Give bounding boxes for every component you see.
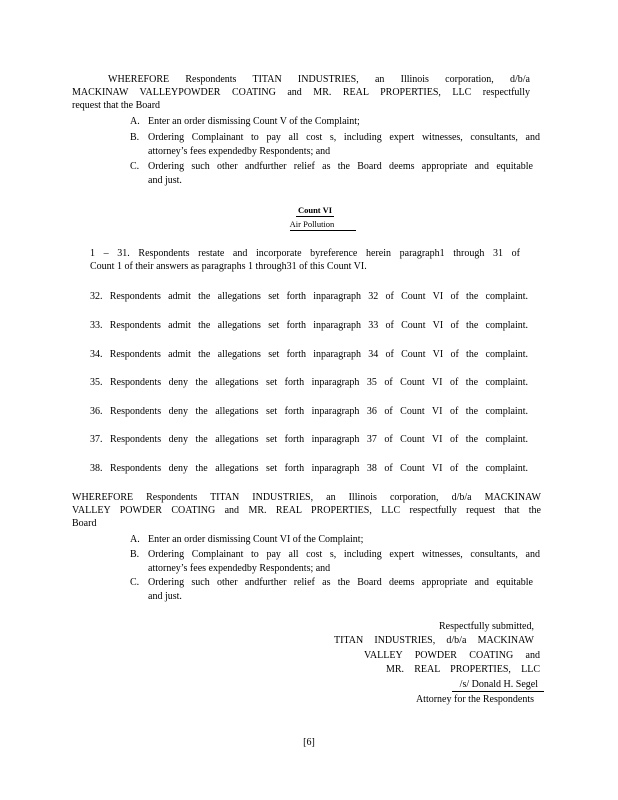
paragraph-38: 38. Respondents deny the allegations set forth inparagraph 38 of Count VI of the complaint. (90, 463, 528, 474)
relief-2-text-b-line-2: attorney’s fees expendedby Respondents; and (148, 563, 331, 574)
count-subtitle-underline (290, 230, 356, 231)
relief-2-item-c (130, 576, 533, 604)
relief-1-text-c-line-2: and just. (148, 175, 182, 186)
relief-2-text-c-line-2: and just. (148, 591, 182, 602)
wherefore-1-line-2: MACKINAW VALLEYPOWDER COATING and MR. REAL PROPERTIES, LLC respectfully (72, 87, 530, 98)
relief-1-marker-c: C. (130, 161, 140, 172)
relief-2-marker-b: B. (130, 549, 140, 560)
relief-2-item-a (130, 533, 540, 546)
count-subtitle: Air Pollution (289, 219, 335, 229)
relief-2-text-c-line-1: Ordering such other andfurther relief as the Board deems appropriate and equitable (148, 577, 533, 588)
wherefore-2-line-1: WHEREFORE Respondents TITAN INDUSTRIES, an Illinois corporation, d/b/a MACKINAW (72, 492, 541, 503)
relief-1-item-c (130, 160, 533, 188)
wherefore-2-line-3: Board (72, 518, 97, 529)
paragraph-35: 35. Respondents deny the allegations set forth inparagraph 35 of Count VI of the complaint. (90, 377, 528, 388)
signature-line-4: MR. REAL PROPERTIES, LLC (386, 664, 540, 675)
paragraph-34: 34. Respondents admit the allegations set forth inparagraph 34 of Count VI of the complaint. (90, 349, 528, 360)
relief-2-marker-a: A. (130, 534, 140, 545)
page-number: [6] (303, 737, 315, 748)
count-title: Count VI (297, 205, 333, 215)
relief-1-item-a (130, 115, 540, 128)
relief-2-text-a: Enter an order dismissing Count VI of the Complaint; (148, 534, 364, 545)
wherefore-1-line-1: WHEREFORE Respondents TITAN INDUSTRIES, an Illinois corporation, d/b/a (108, 74, 530, 85)
wherefore-2-line-2: VALLEY POWDER COATING and MR. REAL PROPERTIES, LLC respectfully request that the (72, 505, 541, 516)
wherefore-paragraph-2 (72, 491, 541, 530)
relief-1-text-b-line-1: Ordering Complainant to pay all cost s, including expert witnesses, consultants, and (148, 132, 540, 143)
paragraph-37: 37. Respondents deny the allegations set forth inparagraph 37 of Count VI of the complaint. (90, 434, 528, 445)
signature-line-6: Attorney for the Respondents (415, 694, 534, 705)
count-title-underline (296, 216, 334, 217)
paragraph-33: 33. Respondents admit the allegations set forth inparagraph 33 of Count VI of the complaint. (90, 320, 528, 331)
relief-2-item-b (130, 548, 540, 576)
signature-line-3: VALLEY POWDER COATING and (364, 650, 540, 661)
wherefore-paragraph-1 (72, 73, 530, 112)
relief-1-marker-a: A. (130, 116, 140, 127)
intro-paragraph (90, 247, 520, 273)
signature-line-1: Respectfully submitted, (439, 621, 534, 632)
intro-line-2: Count 1 of their answers as paragraphs 1 through31 of this Count VI. (90, 261, 367, 272)
signature-line-2: TITAN INDUSTRIES, d/b/a MACKINAW (334, 635, 534, 646)
relief-2-marker-c: C. (130, 577, 140, 588)
signature-line-5 (414, 678, 544, 692)
relief-1-item-b (130, 131, 540, 159)
relief-2-text-b-line-1: Ordering Complainant to pay all cost s, including expert witnesses, consultants, and (148, 549, 540, 560)
paragraph-36: 36. Respondents deny the allegations set forth inparagraph 36 of Count VI of the complaint. (90, 406, 528, 417)
intro-line-1: 1 – 31. Respondents restate and incorporate byreference herein paragraph1 through 31 of (90, 248, 520, 259)
relief-1-text-c-line-1: Ordering such other andfurther relief as the Board deems appropriate and equitable (148, 161, 533, 172)
paragraph-32: 32. Respondents admit the allegations set forth inparagraph 32 of Count VI of the complaint. (90, 291, 528, 302)
electronic-signature: /s/ Donald H. Segel (452, 678, 544, 692)
relief-1-text-b-line-2: attorney’s fees expendedby Respondents; and (148, 146, 331, 157)
wherefore-1-line-3: request that the Board (72, 100, 161, 111)
relief-1-marker-b: B. (130, 132, 140, 143)
relief-1-text-a: Enter an order dismissing Count V of the Complaint; (148, 116, 360, 127)
